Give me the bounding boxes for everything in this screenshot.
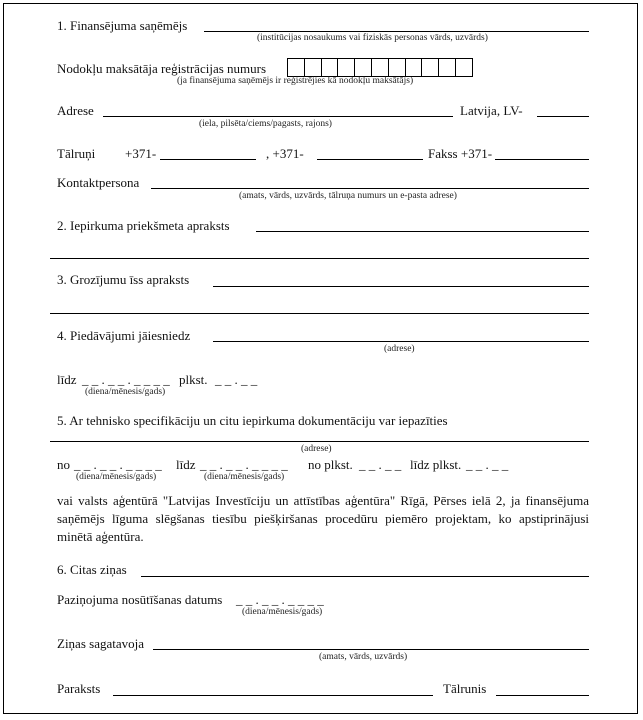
tax-digit-box[interactable] xyxy=(355,59,372,76)
documentation-from-date-field[interactable]: _ _ . _ _ . _ _ _ _ xyxy=(74,457,162,472)
tax-number-label: Nodokļu maksātāja reģistrācijas numurs xyxy=(57,61,267,76)
documentation-until-date-field[interactable]: _ _ . _ _ . _ _ _ _ xyxy=(200,457,288,472)
tax-digit-box[interactable] xyxy=(422,59,439,76)
tax-digit-box[interactable] xyxy=(322,59,339,76)
signature-field[interactable] xyxy=(113,695,433,696)
submission-date-hint: (diena/mēnesis/gads) xyxy=(85,387,166,397)
documentation-until-time-label: līdz plkst. xyxy=(410,457,462,472)
contact-field[interactable] xyxy=(151,188,589,189)
tax-digit-box[interactable] xyxy=(338,59,355,76)
tax-digit-box[interactable] xyxy=(389,59,406,76)
signature-phone-field[interactable] xyxy=(496,695,589,696)
other-info-label: 6. Citas ziņas xyxy=(57,562,127,577)
recipient-label: 1. Finansējuma saņēmējs xyxy=(57,18,188,33)
recipient-hint: (institūcijas nosaukums vai fiziskās personas vārds, uzvārds) xyxy=(257,33,488,43)
contact-label: Kontaktpersona xyxy=(57,175,140,190)
documentation-address-field[interactable] xyxy=(50,441,589,442)
tax-digit-box[interactable] xyxy=(406,59,423,76)
address-label: Adrese xyxy=(57,103,94,118)
submission-address-hint: (adrese) xyxy=(384,344,415,354)
submission-until-label: līdz xyxy=(57,372,77,387)
phone1-prefix: +371- xyxy=(125,146,157,161)
send-date-hint: (diena/mēnesis/gads) xyxy=(242,607,323,617)
tax-number-boxes[interactable] xyxy=(287,58,473,77)
tax-digit-box[interactable] xyxy=(305,59,322,76)
procurement-subject-field-line2[interactable] xyxy=(50,258,589,259)
documentation-from-time-field[interactable]: _ _ . _ _ xyxy=(359,457,402,472)
tax-number-hint: (ja finansējuma saņēmējs ir reģistrējies kā nodokļu maksātājs) xyxy=(177,76,414,86)
other-info-field[interactable] xyxy=(141,576,589,577)
procurement-subject-field[interactable] xyxy=(256,231,589,232)
phones-label: Tālruņi xyxy=(57,146,96,161)
amendments-field-line2[interactable] xyxy=(50,313,589,314)
country-label: Latvija, LV- xyxy=(460,103,523,118)
submission-date-field[interactable]: _ _ . _ _ . _ _ _ _ xyxy=(82,372,170,387)
tax-digit-box[interactable] xyxy=(372,59,389,76)
send-date-label: Paziņojuma nosūtīšanas datums xyxy=(57,592,223,607)
phone1-field[interactable] xyxy=(160,159,256,160)
procurement-subject-label: 2. Iepirkuma priekšmeta apraksts xyxy=(57,218,230,233)
documentation-label: 5. Ar tehnisko specifikāciju un citu iepirkuma dokumentāciju var iepazīties xyxy=(57,413,448,428)
tax-digit-box[interactable] xyxy=(456,59,473,76)
agency-paragraph: vai valsts aģentūrā "Latvijas Investīciju un attīstības aģentūra" Rīgā, Pērses ielā 2, ja finansējuma saņēmējs līguma slēgšanas tiesību piešķiršanas procedūru piemēro projektam, ko apstiprinājusi minētā aģentūra. xyxy=(57,493,589,544)
signature-label: Paraksts xyxy=(57,681,101,696)
documentation-address-hint: (adrese) xyxy=(301,444,332,454)
contact-hint: (amats, vārds, uzvārds, tālruņa numurs un e-pasta adrese) xyxy=(239,191,457,201)
prepared-by-field[interactable] xyxy=(153,649,589,650)
fax-label: Fakss +371- xyxy=(428,146,493,161)
phone2-prefix: , +371- xyxy=(266,146,304,161)
phone2-field[interactable] xyxy=(317,159,423,160)
postal-code-field[interactable] xyxy=(537,116,589,117)
submission-time-label: plkst. xyxy=(179,372,208,387)
documentation-from-time-label: no plkst. xyxy=(308,457,353,472)
prepared-by-label: Ziņas sagatavoja xyxy=(57,636,144,651)
signature-phone-label: Tālrunis xyxy=(443,681,487,696)
submission-time-field[interactable]: _ _ . _ _ xyxy=(215,372,258,387)
amendments-field[interactable] xyxy=(213,286,589,287)
documentation-until-date-hint: (diena/mēnesis/gads) xyxy=(204,472,285,482)
documentation-from-label: no xyxy=(57,457,70,472)
documentation-from-date-hint: (diena/mēnesis/gads) xyxy=(76,472,157,482)
address-field[interactable] xyxy=(103,116,453,117)
submission-address-field[interactable] xyxy=(213,341,589,342)
documentation-until-label: līdz xyxy=(176,457,196,472)
amendments-label: 3. Grozījumu īss apraksts xyxy=(57,272,190,287)
documentation-until-time-field[interactable]: _ _ . _ _ xyxy=(466,457,509,472)
tax-digit-box[interactable] xyxy=(288,59,305,76)
submission-label: 4. Piedāvājumi jāiesniedz xyxy=(57,328,191,343)
fax-field[interactable] xyxy=(495,159,589,160)
send-date-field[interactable]: _ _ . _ _ . _ _ _ _ xyxy=(236,592,324,607)
recipient-field[interactable] xyxy=(204,31,589,32)
tax-digit-box[interactable] xyxy=(439,59,456,76)
prepared-by-hint: (amats, vārds, uzvārds) xyxy=(319,652,408,662)
address-hint: (iela, pilsēta/ciems/pagasts, rajons) xyxy=(199,119,332,129)
